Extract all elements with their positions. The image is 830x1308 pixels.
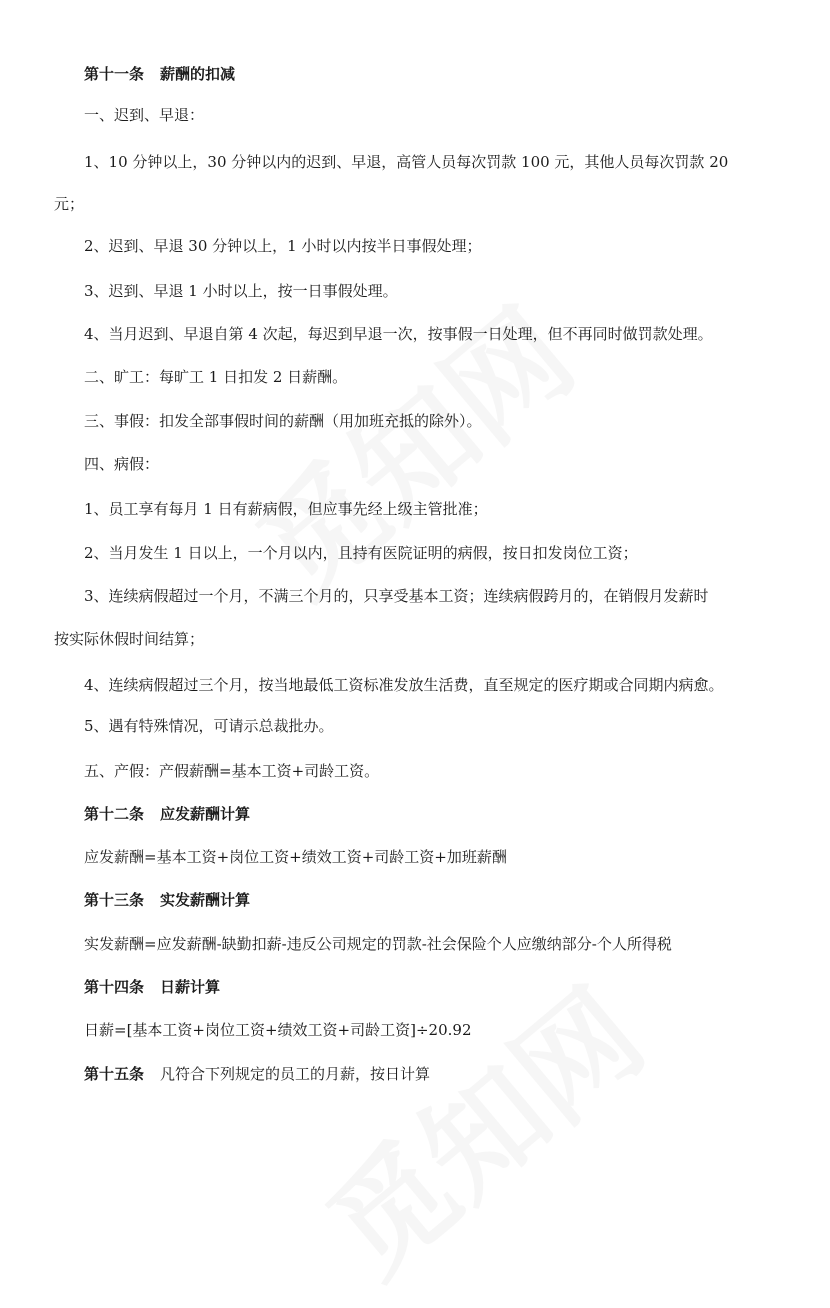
paragraph: 4、当月迟到、早退自第 4 次起，每迟到早退一次，按事假一日处理，但不再同时做罚款处理。 [84, 325, 713, 343]
section-heading: 二、旷工：每旷工 1 日扣发 2 日薪酬。 [84, 368, 348, 386]
article-number: 第十三条 [84, 891, 145, 909]
paragraph: 4、连续病假超过三个月，按当地最低工资标准发放生活费，直至规定的医疗期或合同期内病愈。 [84, 676, 724, 694]
article-title: 应发薪酬计算 [160, 805, 251, 823]
section-heading: 一、迟到、早退： [84, 106, 205, 124]
article-number: 第十一条 [84, 65, 145, 83]
section-heading: 四、病假： [84, 455, 160, 473]
paragraph: 3、迟到、早退 1 小时以上，按一日事假处理。 [84, 282, 398, 300]
paragraph: 5、遇有特殊情况，可请示总裁批办。 [84, 717, 334, 735]
paragraph: 1、员工享有每月 1 日有薪病假，但应事先经上级主管批准； [84, 500, 488, 518]
article-number: 第十二条 [84, 805, 145, 823]
article-number: 第十五条 [84, 1065, 145, 1083]
article-14-heading [0, 976, 830, 998]
paragraph-continuation: 按实际休假时间结算； [54, 630, 205, 648]
formula: 日薪=[基本工资+岗位工资+绩效工资+司龄工资]÷20.92 [84, 1021, 472, 1039]
paragraph: 1、10 分钟以上，30 分钟以内的迟到、早退，高管人员每次罚款 100 元，其他人员每次罚款 20 [84, 153, 729, 171]
article-number: 第十四条 [84, 978, 145, 996]
article-title: 凡符合下列规定的员工的月薪，按日计算 [160, 1065, 431, 1083]
formula: 应发薪酬=基本工资+岗位工资+绩效工资+司龄工资+加班薪酬 [84, 848, 507, 866]
section-heading: 五、产假：产假薪酬=基本工资+司龄工资。 [84, 762, 380, 780]
paragraph-continuation: 元； [54, 195, 85, 213]
article-title: 薪酬的扣减 [160, 65, 236, 83]
paragraph: 2、当月发生 1 日以上，一个月以内，且持有医院证明的病假，按日扣发岗位工资； [84, 544, 638, 562]
watermark [287, 944, 673, 1307]
article-11-heading [0, 63, 830, 85]
article-title: 实发薪酬计算 [160, 891, 251, 909]
formula: 实发薪酬=应发薪酬-缺勤扣薪-违反公司规定的罚款-社会保险个人应缴纳部分-个人所得税 [84, 935, 672, 953]
paragraph: 2、迟到、早退 30 分钟以上，1 小时以内按半日事假处理； [84, 237, 482, 255]
watermark [217, 264, 603, 627]
paragraph: 3、连续病假超过一个月，不满三个月的，只享受基本工资；连续病假跨月的，在销假月发薪时 [84, 587, 709, 605]
article-12-heading [0, 803, 830, 825]
section-heading: 三、事假：扣发全部事假时间的薪酬（用加班充抵的除外）。 [84, 412, 482, 430]
article-15-heading [0, 1063, 830, 1085]
article-13-heading [0, 889, 830, 911]
article-title: 日薪计算 [160, 978, 221, 996]
